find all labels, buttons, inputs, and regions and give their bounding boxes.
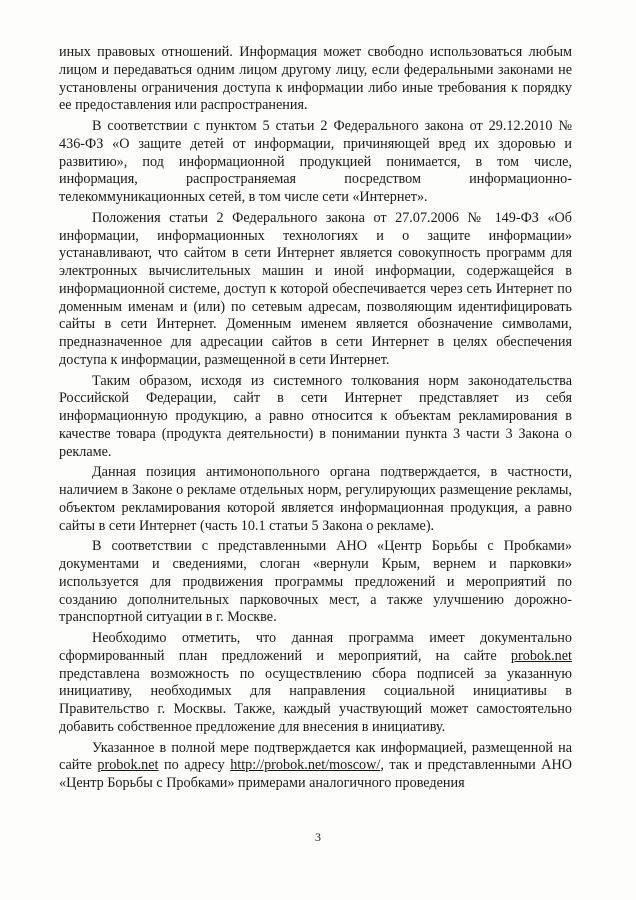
document-body	[59, 44, 572, 793]
paragraph-text: Необходимо отметить, что данная программа имеет документально сформированный план предложений и мероприятий, на сайте	[59, 630, 572, 664]
paragraph: Таким образом, исходя из системного толкования норм законодательства Российской Федерации, сайт в сети Интернет представляет из себя информационную продукцию, а равно относится к объектам рекламирования в качестве товара (продукта деятельности) в понимании пункта 3 части 3 Закона о рекламе.	[59, 372, 572, 460]
site-link[interactable]: probok.net	[510, 647, 572, 664]
paragraph-text: представлена возможность по осуществлению сбора подписей за указанную инициативу, необходимых для направления социальной инициативы в Правительство г. Москвы. Также, каждый участвующий может самостоятельно добавить собственное предложение для внесения в инициативу.	[59, 665, 572, 735]
page-number: 3	[315, 830, 321, 844]
paragraph: Данная позиция антимонопольного органа подтверждается, в частности, наличием в Законе о рекламе отдельных норм, регулирующих размещение рекламы, объектом рекламирования которой является информационная продукция, а равно сайты в сети Интернет (часть 10.1 статьи 5 Закона о рекламе).	[59, 464, 572, 534]
paragraph: В соответствии с представленными АНО «Центр Борьбы с Пробками» документами и сведениями, слоган «вернули Крым, вернем и парковки» используется для продвижения программы предложений и мероприятий по созданию дополнительных парковочных мест, а также улучшению дорожно-транспортной ситуации в г. Москве.	[59, 538, 572, 626]
paragraph: В соответствии с пунктом 5 статьи 2 Федерального закона от 29.12.2010 № 436-ФЗ «О защите детей от информации, причиняющей вред их здоровью и развитию», под информационной продукцией понимается, в том числе, информация, распространяемая посредством информационно-телекоммуникационных сетей, в том числе сети «Интернет».	[59, 118, 572, 205]
paragraph: Положения статьи 2 Федерального закона от 27.07.2006 № 149-ФЗ «Об информации, информационных технологиях и о защите информации» устанавливают, что сайтом в сети Интернет является совокупность программ для электронных вычислительных машин и иной информации, содержащейся в информационной системе, доступ к которой обеспечивается через сеть Интернет по доменным именам и (или) по сетевым адресам, позволяющим идентифицировать сайты в сети Интернет. Доменным именем является обозначение символами, предназначенное для адресации сайтов в сети Интернет в целях обеспечения доступа к информации, размещенной в сети Интернет.	[59, 209, 572, 368]
paragraph-text: по адресу	[158, 757, 231, 774]
paragraph-text: Указанное в полной мере подтверждается как информацией, размещенной на сайте	[59, 739, 572, 774]
paragraph	[59, 740, 572, 793]
url-link[interactable]: http://probok.net/moscow/	[230, 757, 381, 774]
paragraph	[59, 630, 572, 737]
site-link[interactable]: probok.net	[97, 757, 159, 774]
paragraph-text: , так и представленными АНО «Центр Борьбы с Пробками» примерами аналогичного проведения	[59, 757, 573, 791]
paragraph: иных правовых отношений. Информация может свободно использоваться любым лицом и передаваться одним лицом другому лицу, если федеральными законами не установлены ограничения доступа к информации либо иные требования к порядку ее предоставления или распространения.	[59, 44, 572, 114]
